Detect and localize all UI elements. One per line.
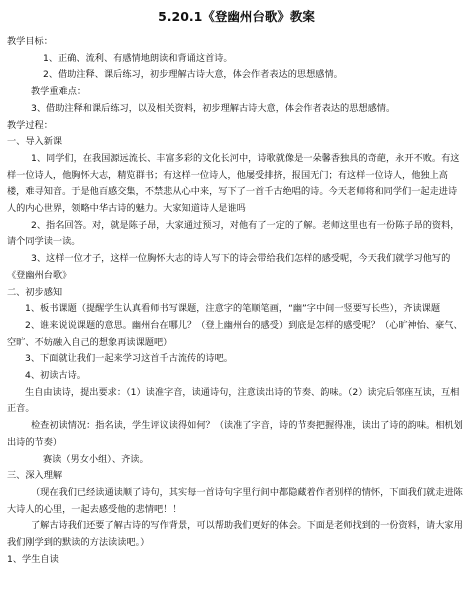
- paragraph-line: （现在我们已经读通读顺了诗句，其实每一首诗句字里行间中都隐藏着作者别样的情怀，下面我们就走进陈大诗人的心里，一起去感受他的悲情吧！！: [7, 486, 463, 515]
- paragraph-line: 二、初步感知: [7, 286, 63, 298]
- paragraph-line: 赛读（男女小组）、齐读。: [43, 453, 149, 465]
- paragraph-line: 3、这样一位才子，这样一位胸怀大志的诗人写下的诗会带给我们怎样的感受呢，今天我们就学习他写的《登幽州台歌》: [7, 253, 451, 281]
- paragraph-line: 1、正确、流利、有感情地朗读和背诵这首诗。: [43, 52, 233, 64]
- paragraph-line: 4、初读古诗。: [25, 370, 86, 382]
- paragraph-line: 3、借助注释和课后练习，以及相关资料，初步理解古诗大意，体会作者表达的思想感情。: [31, 102, 396, 114]
- paragraph-line: 2、借助注释、课后练习，初步理解古诗大意，体会作者表达的思想感情。: [43, 69, 343, 81]
- document-body: [7, 34, 466, 569]
- document-title: 5.20.1《登幽州台歌》教案: [158, 9, 315, 24]
- paragraph-line: 1、学生自读: [7, 553, 59, 565]
- paragraph-line: 检查初读情况：指名读，学生评议读得如何？（读准了字音，诗的节奏把握得准，读出了诗的韵味。相机划出诗的节奏）: [7, 420, 463, 448]
- paragraph-line: 教学过程：: [7, 119, 53, 131]
- paragraph-line: 生自由读诗，提出要求：（1）读准字音，读通诗句，注意读出诗的节奏、韵味。（2）读完后邻座互读，互相正音。: [7, 386, 460, 415]
- paragraph-line: 一、导入新课: [7, 136, 63, 148]
- paragraph-line: 了解古诗我们还要了解古诗的写作背景，可以帮助我们更好的体会。下面是老师找到的一份资料，请大家用我们刚学到的默读的方法读读吧。）: [7, 520, 463, 549]
- paragraph-line: 2、指名回答。对，就是陈子昂，大家通过预习，对他有了一定的了解。老师这里也有一份陈子昂的资料，请个同学读一读。: [7, 219, 460, 248]
- paragraph-line: 1、同学们，在我国源远流长、丰富多彩的文化长河中，诗歌就像是一朵馨香独具的奇葩，永开不败。有这样一位诗人，他胸怀大志，精览群书；有这样一位诗人，他屡受排挤，报国无门；有这样一位诗人，他独上高楼，难寻知音。于是他百感交集，不禁悲从心中来，写下了一首千古绝唱的诗。今天老师将和同学们一起走进诗人的内心世界，领略中华古诗的魅力。大家知道诗人是谁吗: [7, 152, 460, 215]
- paragraph-line: 教学目标：: [7, 36, 53, 47]
- paragraph-line: 2、谁来说说课题的意思。幽州台在哪儿？（登上幽州台的感受）到底是怎样的感受呢？（心旷神怡、豪气、空旷、不妨融入自己的想象再读课题吧）: [7, 319, 463, 348]
- paragraph-line: 1、板书课题（提醒学生认真看师书写课题，注意字的笔顺笔画，“幽”字中间一竖要写长些），齐读课题: [25, 303, 441, 315]
- paragraph-line: 教学重难点：: [31, 86, 87, 98]
- paragraph-line: 3、下面就让我们一起来学习这首千古流传的诗吧。: [25, 353, 233, 365]
- paragraph-line: 三、深入理解: [7, 470, 63, 482]
